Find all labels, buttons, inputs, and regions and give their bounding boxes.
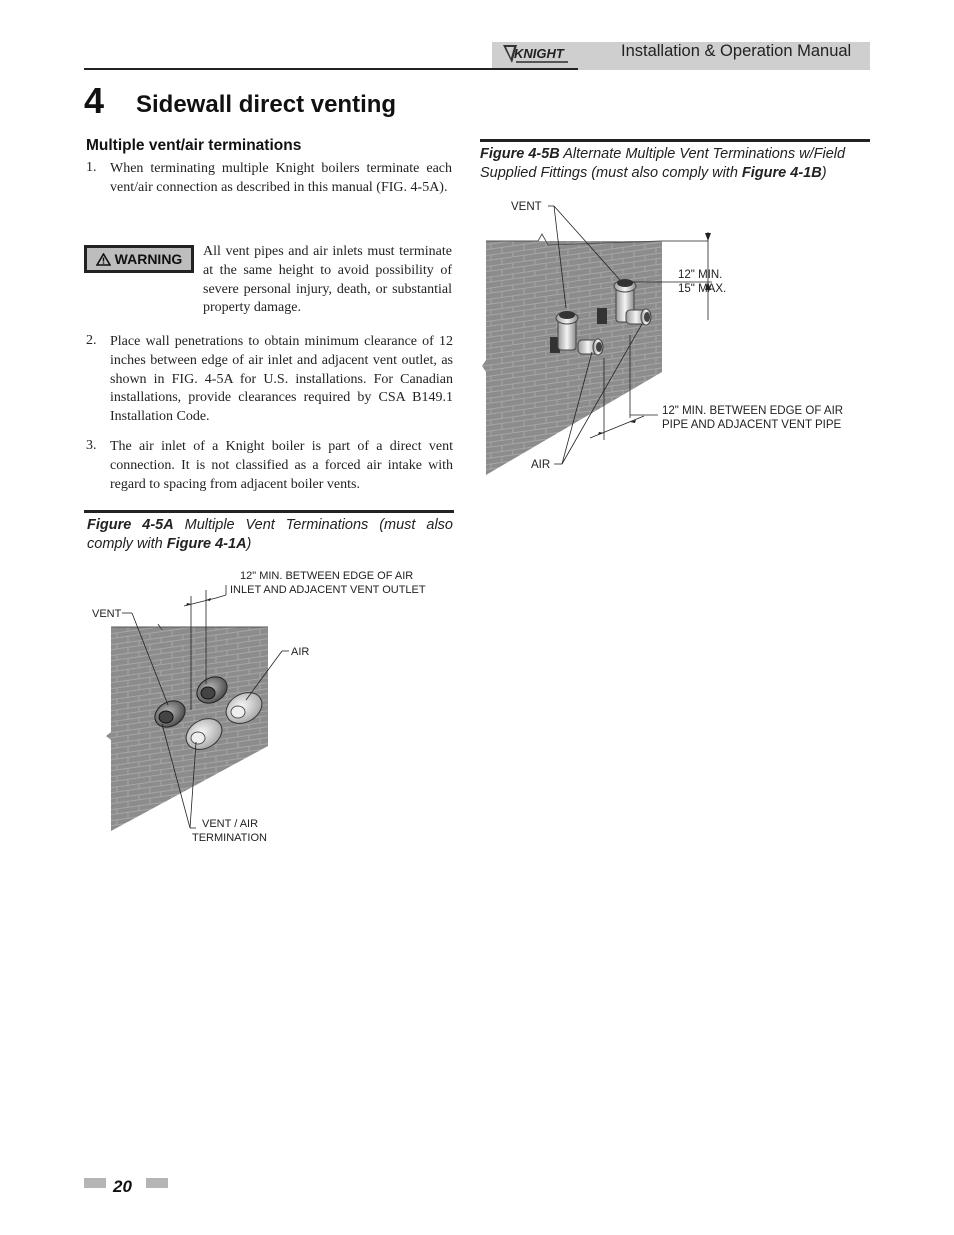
figure-a-illustration — [84, 560, 464, 855]
warning-triangle-icon — [96, 253, 111, 266]
logo-text: KNIGHT — [514, 46, 564, 61]
section-number: 4 — [84, 80, 105, 121]
figure-a-close: ) — [246, 536, 252, 552]
figure-a-ref: Figure 4-1A — [166, 536, 247, 552]
fig-b-clearance-label-1: 12" MIN. BETWEEN EDGE OF AIR — [662, 405, 844, 417]
footer-bar-left — [84, 1178, 106, 1188]
figure-b-caption-text: Alternate Multiple Vent Terminations w/Field Supplied Fittings (must also comply with — [480, 146, 846, 181]
list-item-text: When terminating multiple Knight boilers terminate each vent/air connection as described in this manual (FIG. 4-5A). — [110, 161, 452, 195]
list-item-number: 3. — [86, 438, 97, 453]
warning-text: All vent pipes and air inlets must terminate at the same height to avoid possibility of severe personal injury, death, or substantial property damage. — [203, 244, 452, 316]
list-item-text: Place wall penetrations to obtain minimum clearance of 12 inches between edge of air inlet and adjacent vent outlet, as shown in FIG. 4-5A for U.S. installations. For Canadian installations, provide clearances required by CSA B149.1 Installation Code. — [110, 334, 453, 425]
fig-a-clearance-label-2: INLET AND ADJACENT VENT OUTLET — [230, 584, 426, 596]
list-item-text: The air inlet of a Knight boiler is part of a direct vent connection. It is not classified as a forced air intake with regard to spacing from adjacent boiler vents. — [110, 439, 453, 492]
figure-b-caption — [480, 145, 872, 183]
fig-b-clearance-label-2: PIPE AND ADJACENT VENT PIPE — [662, 419, 842, 431]
warning-label: WARNING — [114, 251, 183, 267]
figure-a-caption-text: Multiple Vent Terminations (must also comply with — [87, 517, 454, 552]
figure-a-rule — [84, 510, 454, 513]
fig-a-vent-label: VENT — [92, 608, 122, 620]
fig-b-max-label: 15" MAX. — [678, 283, 727, 295]
header-rule — [84, 68, 578, 70]
figure-b-close: ) — [821, 165, 827, 181]
section-title: Sidewall direct venting — [136, 91, 397, 118]
fig-b-air-label: AIR — [531, 459, 551, 471]
list-item-number: 1. — [86, 160, 97, 175]
subsection-title: Multiple vent/air terminations — [86, 137, 302, 154]
manual-title: Installation & Operation Manual — [621, 42, 852, 60]
figure-b-illustration — [480, 190, 880, 485]
knight-logo — [500, 43, 576, 67]
figure-a-caption — [87, 516, 453, 554]
fig-b-vent-label: VENT — [511, 201, 542, 213]
fig-a-air-label: AIR — [291, 646, 310, 658]
brick-wall — [482, 241, 662, 475]
brick-wall — [106, 627, 268, 831]
fig-a-clearance-label-1: 12" MIN. BETWEEN EDGE OF AIR — [240, 570, 414, 582]
footer-bar-right — [146, 1178, 168, 1188]
figure-b-ref: Figure 4-1B — [741, 165, 822, 181]
warning-badge — [84, 245, 194, 273]
figure-b-rule — [480, 139, 870, 142]
fig-b-min-label: 12" MIN. — [678, 269, 723, 281]
figure-a-id: Figure 4-5A — [87, 517, 174, 533]
fig-a-term-label-1: VENT / AIR — [202, 818, 259, 830]
fig-a-term-label-2: TERMINATION — [192, 832, 267, 844]
figure-b-id: Figure 4-5B — [480, 146, 560, 162]
list-item-number: 2. — [86, 333, 97, 348]
page-number: 20 — [113, 1177, 132, 1196]
